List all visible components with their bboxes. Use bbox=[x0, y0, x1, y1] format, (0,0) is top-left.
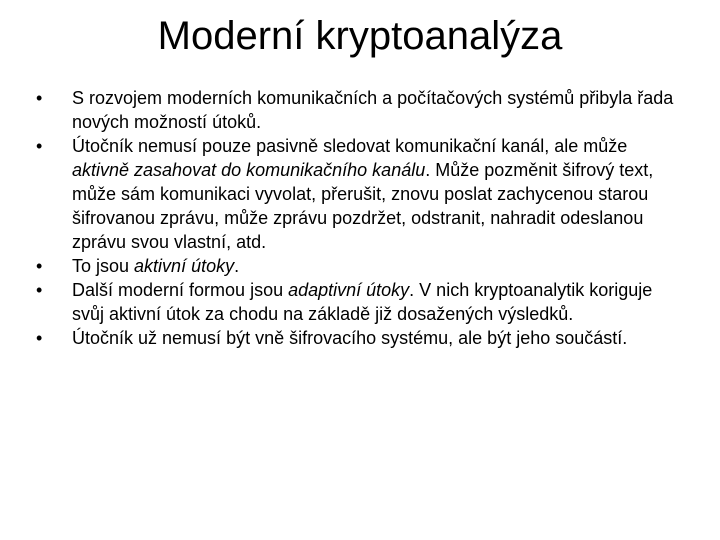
bullet-text-part: S rozvojem moderních komunikačních a počítačových systémů přibyla řada nových možností útoků. bbox=[72, 88, 674, 132]
bullet-text-part: To jsou bbox=[72, 256, 135, 276]
bullet-text bbox=[72, 328, 627, 348]
bullet-text-part: Útočník už nemusí být vně šifrovacího systému, ale být jeho součástí. bbox=[72, 328, 628, 348]
bullet-text-emphasis: adaptivní útoky bbox=[288, 280, 410, 300]
bullet-icon: • bbox=[36, 328, 43, 348]
bullet-text-part: . V nich kryptoanalytik koriguje svůj aktivní útok za chodu na základě již dosažených výsledků. bbox=[72, 280, 653, 324]
bullet-item-2 bbox=[36, 134, 676, 254]
bullet-text bbox=[72, 88, 673, 132]
bullet-icon: • bbox=[36, 256, 43, 276]
bullet-icon: • bbox=[36, 88, 43, 108]
bullet-text-emphasis: aktivně zasahovat do komunikačního kanálu bbox=[72, 160, 426, 180]
bullet-text-part: . Může pozměnit šifrový text, může sám komunikaci vyvolat, přerušit, znovu poslat zachycenou starou šifrovanou zprávu, může zprávu pozdržet, odstranit, nahradit odeslanou zprávu svou vlastní, atd. bbox=[72, 160, 654, 252]
bullet-icon: • bbox=[36, 280, 43, 300]
bullet-text-emphasis: aktivní útoky bbox=[134, 256, 235, 276]
bullet-text-part: Útočník nemusí pouze pasivně sledovat komunikační kanál, ale může bbox=[72, 136, 628, 156]
bullet-item-4 bbox=[36, 278, 676, 326]
bullet-text bbox=[72, 256, 239, 276]
bullet-text-part: . bbox=[234, 256, 240, 276]
bullet-item-5 bbox=[36, 326, 676, 350]
bullet-list bbox=[36, 86, 676, 350]
slide-title: Moderní kryptoanalýza bbox=[157, 14, 563, 58]
bullet-icon: • bbox=[36, 136, 43, 156]
bullet-item-1 bbox=[36, 86, 676, 134]
bullet-text-part: Další moderní formou jsou bbox=[72, 280, 289, 300]
bullet-text bbox=[72, 136, 653, 252]
bullet-text bbox=[72, 280, 652, 324]
bullet-item-3 bbox=[36, 254, 676, 278]
